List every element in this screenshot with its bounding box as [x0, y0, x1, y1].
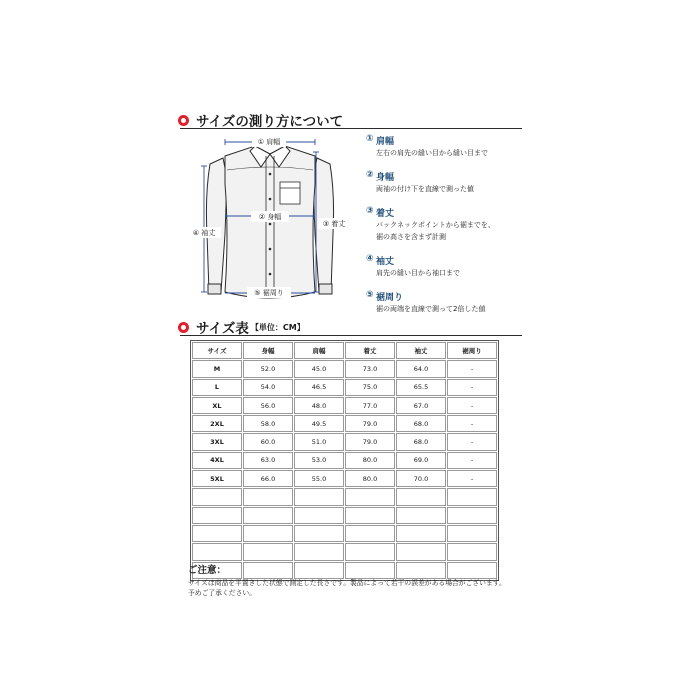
- legend-number: ④: [366, 254, 374, 264]
- size-cell: [192, 543, 242, 560]
- measurement-cell: [294, 543, 344, 560]
- size-cell: L: [192, 379, 242, 396]
- table-row: [192, 543, 497, 560]
- measurement-cell: 52.0: [243, 360, 293, 377]
- notes-line: サイズは商品を平置きした状態で測定した長さです。製品によって若干の誤差がある場合がございます。: [188, 579, 506, 587]
- measurement-cell: [447, 488, 497, 505]
- legend-number: ②: [366, 170, 374, 180]
- table-row: [192, 452, 497, 469]
- size-cell: XL: [192, 397, 242, 414]
- column-header: 身幅: [243, 342, 293, 359]
- measurement-cell: 63.0: [243, 452, 293, 469]
- size-cell: [192, 507, 242, 524]
- measurement-cell: 79.0: [345, 433, 395, 450]
- measurement-cell: -: [447, 397, 497, 414]
- table-row: [192, 433, 497, 450]
- measurement-cell: 77.0: [345, 397, 395, 414]
- size-table-section-header: [178, 317, 305, 337]
- measurement-cell: [243, 543, 293, 560]
- legend-desc: 肩先の縫い目から袖口まで: [376, 269, 460, 277]
- column-header: 袖丈: [396, 342, 446, 359]
- measurement-cell: 45.0: [294, 360, 344, 377]
- chest-label: ② 身幅: [258, 213, 282, 221]
- length-label: ③ 着丈: [322, 220, 346, 228]
- measurement-cell: 80.0: [345, 452, 395, 469]
- legend-desc: 裾の高さを含まず計測: [376, 233, 446, 241]
- measure-section-header: [178, 110, 343, 130]
- legend-desc: 左右の肩先の縫い目から縫い目まで: [376, 149, 488, 157]
- measurement-cell: [243, 507, 293, 524]
- size-cell: 2XL: [192, 415, 242, 432]
- measurement-cell: [396, 507, 446, 524]
- target-bullet-icon: [178, 322, 189, 333]
- measurement-cell: [396, 525, 446, 542]
- measurement-cell: 53.0: [294, 452, 344, 469]
- measurement-cell: [345, 543, 395, 560]
- measurement-cell: 56.0: [243, 397, 293, 414]
- measurement-cell: -: [447, 433, 497, 450]
- table-row: [192, 488, 497, 505]
- measurement-cell: 55.0: [294, 470, 344, 487]
- measurement-cell: 66.0: [243, 470, 293, 487]
- measure-legend: [366, 134, 526, 326]
- size-cell: [192, 488, 242, 505]
- measurement-cell: -: [447, 415, 497, 432]
- measurement-cell: 65.5: [396, 379, 446, 396]
- table-row: [192, 525, 497, 542]
- size-table-title: サイズ表: [196, 321, 249, 337]
- measurement-cell: 58.0: [243, 415, 293, 432]
- legend-title: 着丈: [376, 209, 395, 219]
- shoulder-label: ① 肩幅: [257, 138, 281, 146]
- column-header: 裾周り: [447, 342, 497, 359]
- table-row: [192, 470, 497, 487]
- table-row: [192, 379, 497, 396]
- size-cell: 5XL: [192, 470, 242, 487]
- legend-number: ①: [366, 134, 374, 144]
- measurement-cell: [294, 525, 344, 542]
- measurement-cell: [345, 507, 395, 524]
- legend-title: 身幅: [376, 173, 395, 183]
- shirt-diagram: [185, 134, 360, 312]
- legend-title: 裾周り: [376, 293, 404, 303]
- measurement-cell: -: [447, 379, 497, 396]
- notes-title: ご注意：: [188, 565, 227, 576]
- unit-label: 【単位：CM】: [250, 322, 305, 332]
- measurement-cell: 68.0: [396, 415, 446, 432]
- measurement-cell: [243, 525, 293, 542]
- measurement-cell: [447, 543, 497, 560]
- measurement-cell: 68.0: [396, 433, 446, 450]
- notes-line: 予めご了承ください。: [188, 589, 256, 597]
- legend-title: 袖丈: [376, 257, 395, 267]
- measurement-cell: 51.0: [294, 433, 344, 450]
- measurement-cell: 46.5: [294, 379, 344, 396]
- section-divider: [180, 128, 522, 129]
- measurement-cell: -: [447, 452, 497, 469]
- table-row: [192, 415, 497, 432]
- measurement-cell: 80.0: [345, 470, 395, 487]
- measurement-cell: 75.0: [345, 379, 395, 396]
- measurement-cell: [447, 507, 497, 524]
- measurement-cell: 73.0: [345, 360, 395, 377]
- measurement-cell: 70.0: [396, 470, 446, 487]
- target-bullet-icon: [178, 115, 189, 126]
- table-row: [192, 360, 497, 377]
- column-header: サイズ: [192, 342, 242, 359]
- measurement-cell: 60.0: [243, 433, 293, 450]
- measurement-cell: -: [447, 470, 497, 487]
- table-row: [192, 397, 497, 414]
- table-header-row: [192, 342, 497, 359]
- table-row: [192, 507, 497, 524]
- legend-title: 肩幅: [376, 137, 395, 147]
- measurement-cell: 54.0: [243, 379, 293, 396]
- legend-item-hem: [366, 290, 526, 315]
- legend-desc: 両袖の付け下を直線で測った値: [376, 185, 474, 193]
- legend-number: ⑤: [366, 290, 374, 300]
- measurement-cell: 69.0: [396, 452, 446, 469]
- size-cell: M: [192, 360, 242, 377]
- measurement-cell: 79.0: [345, 415, 395, 432]
- column-header: 着丈: [345, 342, 395, 359]
- legend-item-shoulder: [366, 134, 526, 159]
- notes: [188, 562, 506, 598]
- measurement-cell: [345, 525, 395, 542]
- legend-item-chest: [366, 170, 526, 195]
- legend-item-sleeve: [366, 254, 526, 279]
- measurement-cell: 64.0: [396, 360, 446, 377]
- column-header: 肩幅: [294, 342, 344, 359]
- measurement-cell: [396, 488, 446, 505]
- measurement-cell: -: [447, 360, 497, 377]
- measurement-cell: [345, 488, 395, 505]
- size-cell: 4XL: [192, 452, 242, 469]
- measurement-cell: [447, 525, 497, 542]
- legend-item-length: [366, 206, 526, 243]
- measurement-cell: [243, 488, 293, 505]
- sleeve-label: ④ 袖丈: [192, 229, 216, 237]
- measurement-cell: 48.0: [294, 397, 344, 414]
- measurement-cell: 49.5: [294, 415, 344, 432]
- measurement-cell: 67.0: [396, 397, 446, 414]
- size-table: [190, 340, 499, 581]
- measure-section-title: サイズの測り方について: [196, 114, 344, 130]
- hem-label: ⑤ 裾周り: [254, 289, 284, 297]
- size-cell: [192, 525, 242, 542]
- legend-desc: 裾の両端を直線で測って2倍した値: [376, 305, 486, 313]
- measurement-cell: [396, 543, 446, 560]
- measurement-cell: [294, 507, 344, 524]
- measurement-cell: [294, 488, 344, 505]
- legend-desc: バックネックポイントから裾までを、: [376, 221, 495, 229]
- size-cell: 3XL: [192, 433, 242, 450]
- legend-number: ③: [366, 206, 374, 216]
- section-divider: [180, 335, 522, 336]
